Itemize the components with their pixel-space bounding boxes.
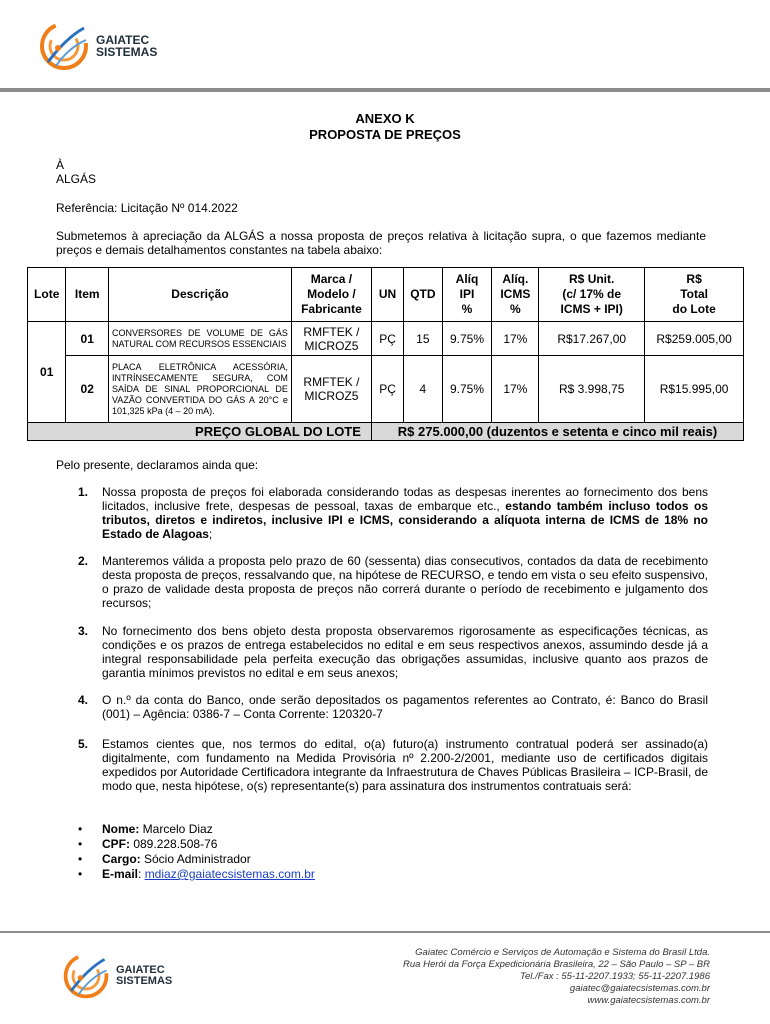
col-unit: R$ Unit. (c/ 17% de ICMS + IPI) [539,268,645,322]
footer-company-name: GAIATEC SISTEMAS [116,964,173,987]
gaiatec-logo-icon [36,18,92,74]
item-text: O n.º da conta do Banco, onde serão depositados os pagamentos referentes ao Contrato, é: Banco do Brasil (001) – Agência: 0386-7 – Conta Corrente: 120320-7 [102,693,708,721]
footer-phone: Tel./Fax : 55-11-2207.1933; 55-11-2207.1986 [520,971,710,982]
email-link[interactable]: mdiaz@gaiatecsistemas.com.br [144,867,315,881]
email-label: E-mail [102,867,139,881]
global-price-value: R$ 275.000,00 (duzentos e setenta e cinco mil reais) [371,423,743,441]
total-cell: R$259.005,00 [645,322,744,356]
gaiatec-logo-icon [60,950,112,1002]
declaration-item-3 [78,624,708,680]
list-item: • Cargo: Sócio Administrador [78,852,251,866]
table-header-row [28,268,744,322]
brand-cell: RMFTEK / MICROZ5 [291,356,371,423]
col-icms: Alíq. ICMS % [492,268,539,322]
role-label: Cargo: [102,852,141,866]
company-name-line2: SISTEMAS [96,45,158,59]
item-cell: 01 [66,322,109,356]
col-total: R$ Total do Lote [645,268,744,322]
recipient-line2: ALGÁS [56,172,97,186]
table-row [28,322,744,356]
intro-paragraph: Submetemos à apreciação da ALGÁS a nossa proposta de preços relativa à licitação supra, o que fazemos mediante preços e demais detalhamentos constantes na tabela abaixo: [56,229,706,257]
description-cell: PLACA ELETRÔNICA ACESSÓRIA, INTRÍNSECAMENTE SEGURA, COM SAÍDA DE SINAL PROPORCIONAL DE VAZÃO CONVERTIDA DO GÁS A 20°C e 101,325 kPa (4 – 20 mA). [109,356,292,423]
footer-rule [0,931,770,933]
unit-price-cell: R$17.267,00 [539,322,645,356]
declaration-item-5 [78,737,708,793]
company-name-line1: GAIATEC [96,33,150,47]
item-text: Manteremos válida a proposta pelo prazo de 60 (sessenta) dias consecutivos, contados da data de recebimento desta proposta de preços, ressalvando que, na hipótese de RECURSO, e tendo em vista o seu efeito suspensivo, o prazo de validade desta proposta de preços não correrá durante o período de recebimento e julgamento dos recursos; [102,554,708,610]
item-cell: 02 [66,356,109,423]
col-un: UN [371,268,403,322]
list-item: • Nome: Marcelo Diaz [78,822,213,836]
description-cell: CONVERSORES DE VOLUME DE GÁS NATURAL COM RECURSOS ESSENCIAIS [109,322,292,356]
header-logo [36,18,157,74]
header-rule [0,88,770,92]
header-company-name [96,34,157,58]
quantity-cell: 15 [404,322,442,356]
item-text: Nossa proposta de preços foi elaborada considerando todas as despesas inerentes ao fornecimento dos bens licitados, inclusive frete, despesas de pessoal, taxas de embarque etc., estando também incluso todos os tributos, diretos e indiretos, inclusive IPI e ICMS, considerando a alíquota interna de ICMS de 18% no Estado de Alagoas; [102,485,709,541]
unit-type-cell: PÇ [371,356,403,423]
reference: Referência: Licitação Nº 014.2022 [56,201,238,215]
footer-email: gaiatec@gaiatecsistemas.com.br [569,983,710,994]
annex-subtitle: PROPOSTA DE PREÇOS [309,127,461,142]
col-lote: Lote [28,268,66,322]
table-row [28,356,744,423]
col-ipi: Alíq IPI % [442,268,492,322]
brand-cell: RMFTEK / MICROZ5 [291,322,371,356]
col-marca: Marca / Modelo / Fabricante [291,268,371,322]
col-descricao: Descrição [109,268,292,322]
icms-cell: 17% [492,322,539,356]
declaration-item-2 [78,554,708,610]
global-price-label: PREÇO GLOBAL DO LOTE [28,423,372,441]
declaration-intro: Pelo presente, declaramos ainda que: [56,458,259,472]
item-text: No fornecimento dos bens objeto desta proposta observaremos rigorosamente as especificações técnicas, as condições e os prazos de entrega estabelecidos no edital e em seus respectivos anexos, assumindo desde já a integral responsabilidade pela perfeita execução das obrigações assumidas, inclusive quanto aos prazos de garantia mínimos previstos no edital e em seus anexos; [102,624,708,680]
cpf-label: CPF: [102,837,130,851]
contact-name: Marcelo Diaz [139,822,213,836]
total-cell: R$15.995,00 [645,356,744,423]
list-item: • E-mail: mdiaz@gaiatecsistemas.com.br [78,867,315,881]
global-price-row [28,423,744,441]
unit-type-cell: PÇ [371,322,403,356]
icms-cell: 17% [492,356,539,423]
item-text: Estamos cientes que, nos termos do edital, o(a) futuro(a) instrumento contratual poderá ser assinado(a) digitalmente, com fundamento na Medida Provisória nº 2.200-2/2001, mediante uso de certificados digitais expedidos por Autoridade Certificadora integrante da Infraestrutura de Chaves Públicas Brasileira – ICP-Brasil, de modo que, nesta hipótese, o(s) representante(s) para assinatura dos instrumentos contratuais será: [102,737,708,793]
ipi-cell: 9.75% [442,322,492,356]
footer-street: Rua Herói da Força Expedicionária Brasileira, 22 – São Paulo – SP – BR [403,959,710,970]
item-number: 5. [78,737,89,751]
contact-cpf: 089.228.508-76 [130,837,218,851]
item-number: 4. [78,693,89,707]
footer-company: Gaiatec Comércio e Serviços de Automação e Sistema do Brasil Ltda. [415,947,710,958]
col-item: Item [66,268,109,322]
unit-price-cell: R$ 3.998,75 [539,356,645,423]
annex-title: ANEXO K [355,111,415,126]
price-table [27,267,744,441]
quantity-cell: 4 [404,356,442,423]
declaration-item-1 [78,485,708,541]
item-number: 3. [78,624,89,638]
contact-role: Sócio Administrador [140,852,251,866]
footer-address [403,947,710,1007]
recipient-line1: À [56,158,65,172]
declaration-item-4 [78,693,708,721]
list-item: • CPF: 089.228.508-76 [78,837,218,851]
item-number: 2. [78,554,89,568]
name-label: Nome: [102,822,140,836]
lote-cell: 01 [28,322,66,423]
ipi-cell: 9.75% [442,356,492,423]
footer-logo [60,950,172,1002]
contact-list [78,822,315,882]
col-qtd: QTD [404,268,442,322]
item-number: 1. [78,485,89,499]
footer-website: www.gaiatecsistemas.com.br [587,995,710,1006]
